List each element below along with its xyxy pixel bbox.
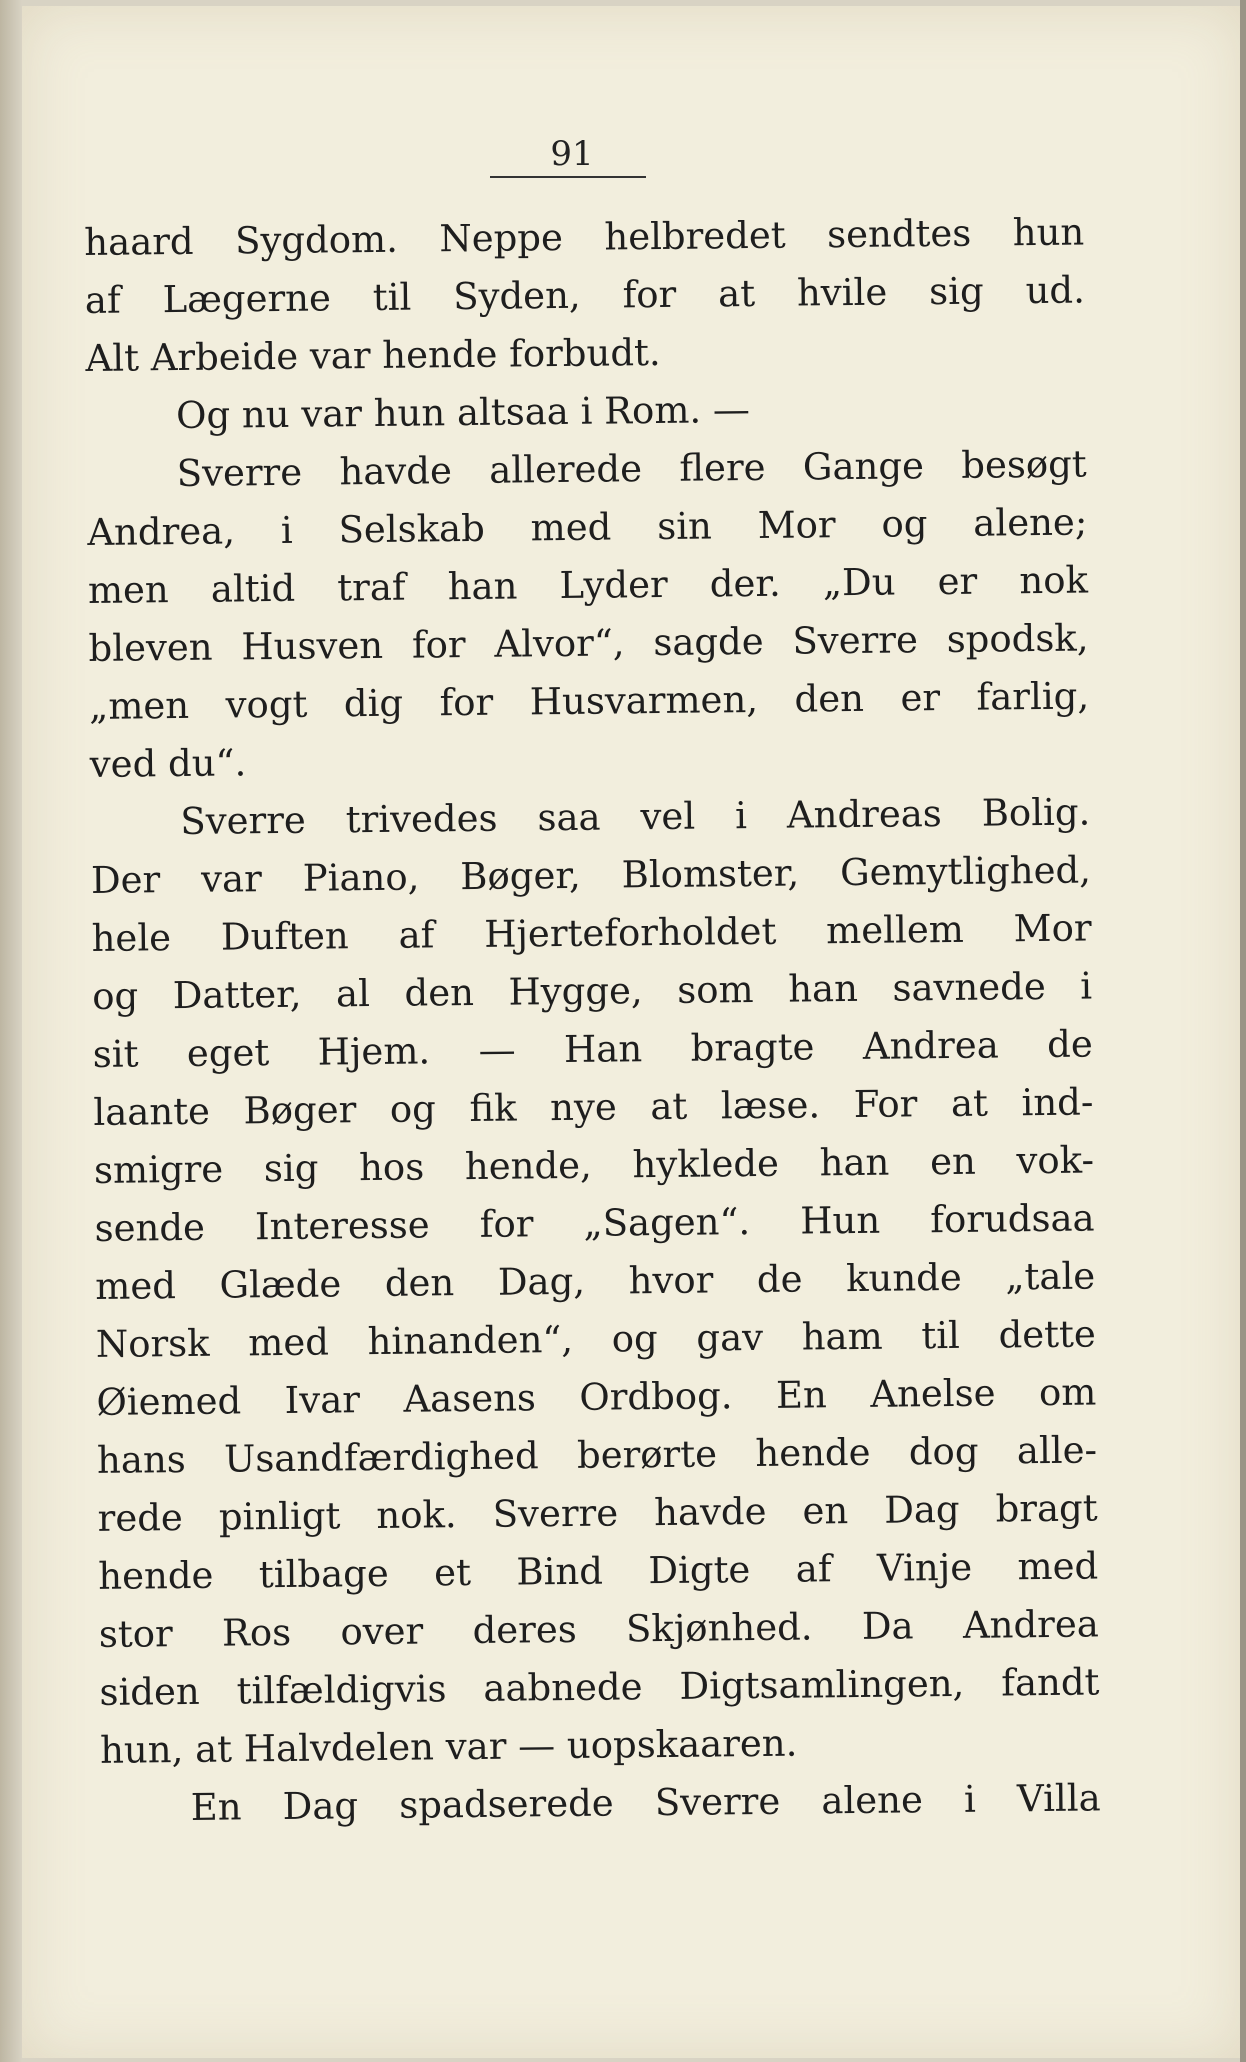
- text-line: med Glæde den Dag, hvor de kunde „tale: [95, 1254, 1096, 1308]
- text-line: Sverre trivedes saa vel i Andreas Bolig.: [180, 790, 1091, 844]
- text-line: Sverre havde allerede flere Gange besøgt: [176, 442, 1087, 496]
- text-line: Norsk med hinanden“, og gav ham til dette: [95, 1312, 1097, 1366]
- text-line: sende Interesse for „Sagen“. Hun forudsaa: [94, 1196, 1095, 1250]
- book-spine-edge: [0, 0, 22, 2062]
- text-line: hele Duften af Hjerteforholdet mellem Mor: [91, 906, 1092, 960]
- text-line: rede pinligt nok. Sverre havde en Dag bragt: [97, 1486, 1098, 1540]
- text-line: Der var Piano, Bøger, Blomster, Gemytlighed,: [90, 848, 1092, 902]
- text-line: ved du“.: [89, 741, 247, 786]
- text-line: Andrea, i Selskab med sin Mor og alene;: [87, 500, 1088, 554]
- text-line: og Datter, al den Hygge, som han savnede i: [91, 964, 1093, 1018]
- text-line: siden tilfældigvis aabnede Digtsamlingen, fandt: [99, 1660, 1100, 1714]
- text-line: af Lægerne til Syden, for at hvile sig ud.: [84, 268, 1086, 322]
- text-line: „men vogt dig for Husvarmen, den er farlig,: [88, 674, 1090, 728]
- text-line: stor Ros over deres Skjønhed. Da Andrea: [98, 1602, 1100, 1656]
- text-line: smigre sig hos hende, hyklede han en vok-: [93, 1138, 1095, 1192]
- text-line: sit eget Hjem. — Han bragte Andrea de: [92, 1022, 1093, 1076]
- page-number: 91: [550, 134, 594, 174]
- text-line: Øiemed Ivar Aasens Ordbog. En Anelse om: [96, 1370, 1097, 1424]
- text-line: hun, at Halvdelen var — uopskaaren.: [99, 1721, 798, 1772]
- text-line: hende tilbage et Bind Digte af Vinje med: [98, 1544, 1099, 1598]
- body-text: [84, 204, 1101, 1838]
- page-right-edge: [1240, 0, 1246, 2062]
- text-line: laante Bøger og fik nye at læse. For at ind-: [93, 1080, 1094, 1134]
- book-page: [22, 6, 1244, 2058]
- text-line: hans Usandfærdighed berørte hende dog alle-: [96, 1428, 1098, 1482]
- text-line: En Dag spadserede Sverre alene i Villa: [190, 1776, 1101, 1829]
- page-number-rule: [490, 176, 646, 178]
- text-line: men altid traf han Lyder der. „Du er nok: [87, 558, 1089, 612]
- text-line: haard Sygdom. Neppe helbredet sendtes hun: [84, 210, 1085, 264]
- text-line: Og nu var hun altsaa i Rom. —: [175, 388, 751, 438]
- text-line: Alt Arbeide var hende forbudt.: [85, 330, 661, 380]
- text-line: bleven Husven for Alvor“, sagde Sverre spodsk,: [88, 616, 1089, 670]
